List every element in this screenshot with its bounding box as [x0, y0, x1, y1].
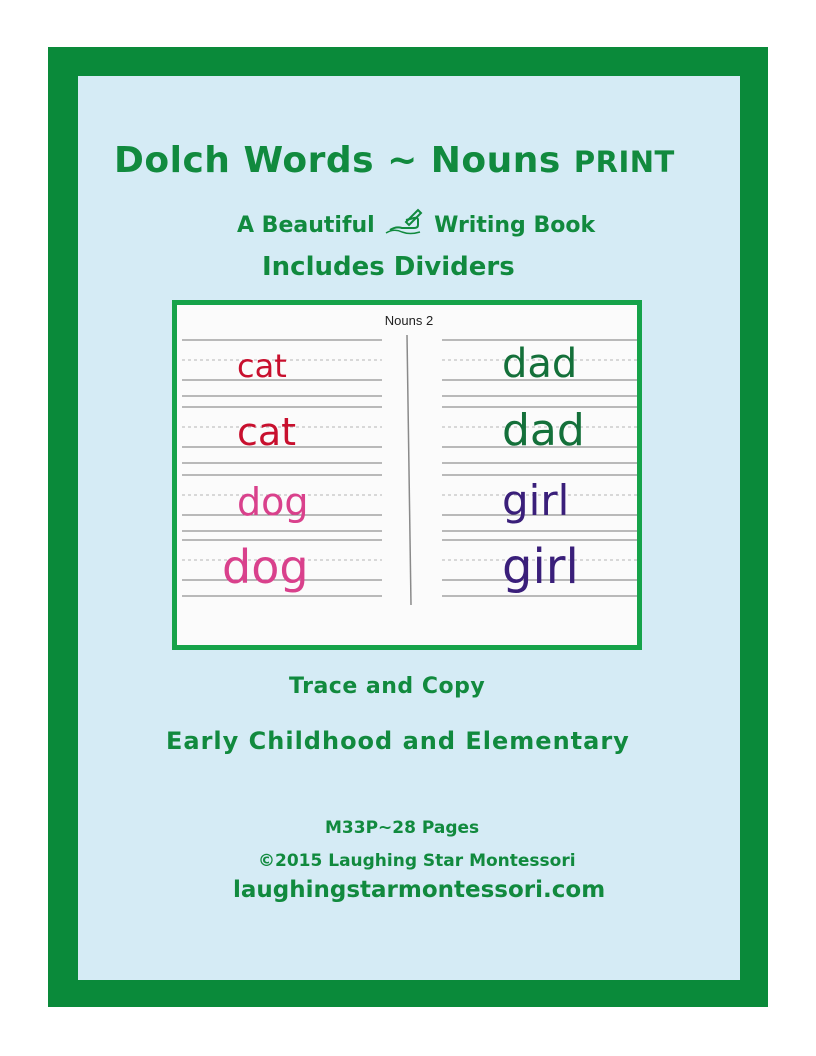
left-word: dog: [237, 480, 309, 524]
right-word: dad: [502, 341, 578, 387]
right-word: dad: [502, 405, 585, 456]
website-link[interactable]: laughingstarmontessori.com: [233, 877, 606, 903]
copyright: ©2015 Laughing Star Montessori: [258, 851, 576, 871]
left-word: cat: [237, 410, 297, 454]
writing-hand-icon: [384, 208, 424, 236]
cover-title: [114, 140, 675, 181]
worksheet-heading: Nouns 2: [384, 313, 434, 328]
title-main: Dolch Words ~ Nouns: [114, 140, 561, 181]
worksheet-photo: [172, 300, 642, 650]
subtitle-before: A Beautiful: [237, 213, 375, 238]
cover-subtitle: [237, 208, 595, 238]
trace-and-copy: Trace and Copy: [289, 674, 486, 699]
right-word: girl: [502, 476, 570, 525]
subtitle-after: Writing Book: [434, 213, 596, 238]
right-word: girl: [502, 539, 579, 595]
grade-levels: Early Childhood and Elementary: [166, 727, 630, 755]
left-word: cat: [237, 347, 287, 385]
left-word: dog: [222, 540, 309, 594]
title-suffix: PRINT: [573, 145, 675, 179]
product-code: M33P~28 Pages: [325, 818, 480, 838]
includes-dividers: Includes Dividers: [262, 252, 515, 282]
worksheet-sheet: [177, 305, 637, 645]
